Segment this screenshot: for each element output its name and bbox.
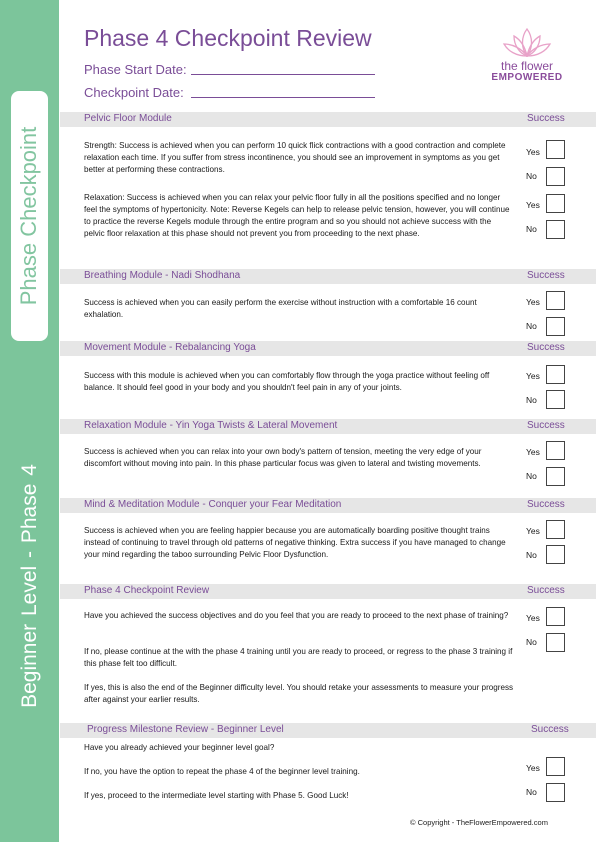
section-header-meditation [60,498,596,513]
no-label: No [526,787,537,797]
checkpoint-date-label: Checkpoint Date: [84,85,184,100]
section-header-checkpoint-review [60,584,596,599]
checkpoint-date-field[interactable] [84,85,184,100]
no-label: No [526,395,537,405]
page-title: Phase 4 Checkpoint Review [84,25,372,51]
yes-checkbox[interactable] [546,365,565,384]
no-checkbox[interactable] [546,220,565,239]
yes-label: Yes [526,297,540,307]
copyright: © Copyright - TheFlowerEmpowered.com [410,818,548,827]
yes-label: Yes [526,763,540,773]
phase-start-date-line[interactable] [191,74,375,75]
section-header-movement [60,341,596,356]
yes-label: Yes [526,613,540,623]
no-label: No [526,637,537,647]
yes-label: Yes [526,526,540,536]
section-header-pelvic-floor [60,112,596,127]
section-title: Movement Module - Rebalancing Yoga [84,342,256,353]
yes-checkbox[interactable] [546,140,565,159]
no-checkbox[interactable] [546,467,565,486]
section-header-breathing [60,269,596,284]
success-column-label: Success [527,113,565,124]
yes-label: Yes [526,147,540,157]
section-paragraph: Relaxation: Success is achieved when you can relax your pelvic floor fully in all the positions specified and no longer feel the symptoms of hypertonicity. Note: Reverse Kegels can help to release pelvic tension, however, you will continue to practice the reverse Kegels module through the entire program and so you should not achieve success with the pelvic floor relaxation at this phase should not prevent you from proceeding to the next phase. [84,193,510,238]
success-column-label: Success [527,270,565,281]
section-title: Progress Milestone Review - Beginner Level [87,724,284,735]
section-paragraph: If no, please continue at the with the phase 4 training until you are ready to proceed, or regress to the phase 3 training if this phase felt too difficult. [84,647,513,668]
success-column-label: Success [531,724,569,735]
logo-line-2: EMPOWERED [491,72,563,83]
no-checkbox[interactable] [546,633,565,652]
yes-checkbox[interactable] [546,520,565,539]
success-column-label: Success [527,585,565,596]
no-checkbox[interactable] [546,317,565,336]
yes-checkbox[interactable] [546,607,565,626]
logo [484,26,570,88]
section-paragraph: Success with this module is achieved when you can comfortably flow through the yoga practice without feeling off balance. It should feel good in your body and you shouldn't feel pain in any of your joints. [84,371,490,392]
no-checkbox[interactable] [546,783,565,802]
section-title: Breathing Module - Nadi Shodhana [84,270,241,281]
section-header-milestone [60,723,596,738]
yes-checkbox[interactable] [546,441,565,460]
no-checkbox[interactable] [546,545,565,564]
checkpoint-date-line[interactable] [191,97,375,98]
yes-label: Yes [526,447,540,457]
no-label: No [526,224,537,234]
section-paragraph: Success is achieved when you are feeling happier because you are automatically boarding positive thought trains instead of continuing to travel through old patterns of negative thinking. Extra success if you have managed to change your mind regarding the taboo surrounding Pelvic Floor Dysfunction. [84,526,506,559]
section-title: Pelvic Floor Module [84,113,172,124]
section-paragraph: If no, you have the option to repeat the phase 4 of the beginner level training. [84,767,360,776]
success-column-label: Success [527,420,565,431]
phase-checkpoint-label: Phase Checkpoint [16,126,41,306]
section-title: Mind & Meditation Module - Conquer your Fear Meditation [84,499,342,510]
section-header-relaxation [60,419,596,434]
section-title: Phase 4 Checkpoint Review [84,585,210,596]
lotus-icon [497,26,557,60]
yes-checkbox[interactable] [546,291,565,310]
section-paragraph: Have you already achieved your beginner level goal? [84,743,275,752]
section-paragraph: Success is achieved when you can relax into your own body's pattern of tension, meeting the very edge of your discomfort without moving into pain. In this phase particular focus was given to lateral and twisting movements. [84,447,482,468]
no-label: No [526,171,537,181]
yes-label: Yes [526,371,540,381]
phase-start-date-field[interactable] [84,62,187,77]
success-column-label: Success [527,499,565,510]
no-checkbox[interactable] [546,167,565,186]
logo-line-1: the flower [500,59,554,73]
section-title: Relaxation Module - Yin Yoga Twists & Lateral Movement [84,420,338,431]
section-paragraph: Strength: Success is achieved when you can perform 10 quick flick contractions with a good contraction and complete relaxation each time. If you suffer from stress incontinence, you should see an improvement in symptoms as you get better at performing these contractions. [84,141,506,174]
yes-checkbox[interactable] [546,194,565,213]
success-column-label: Success [527,342,565,353]
yes-checkbox[interactable] [546,757,565,776]
section-paragraph: If yes, this is also the end of the Beginner difficulty level. You should retake your assessments to measure your progress after against your earlier results. [84,683,514,704]
no-label: No [526,550,537,560]
no-label: No [526,471,537,481]
phase-start-date-label: Phase Start Date: [84,62,187,77]
yes-label: Yes [526,200,540,210]
section-paragraph: Success is achieved when you can easily perform the exercise without instruction with a comfortable 16 count exhalation. [84,298,477,319]
section-paragraph: Have you achieved the success objectives and do you feel that you are ready to proceed to the next phase of training? [84,611,509,620]
no-label: No [526,321,537,331]
no-checkbox[interactable] [546,390,565,409]
section-paragraph: If yes, proceed to the intermediate level starting with Phase 5. Good Luck! [84,791,349,800]
level-label: Beginner Level - Phase 4 [18,464,41,708]
